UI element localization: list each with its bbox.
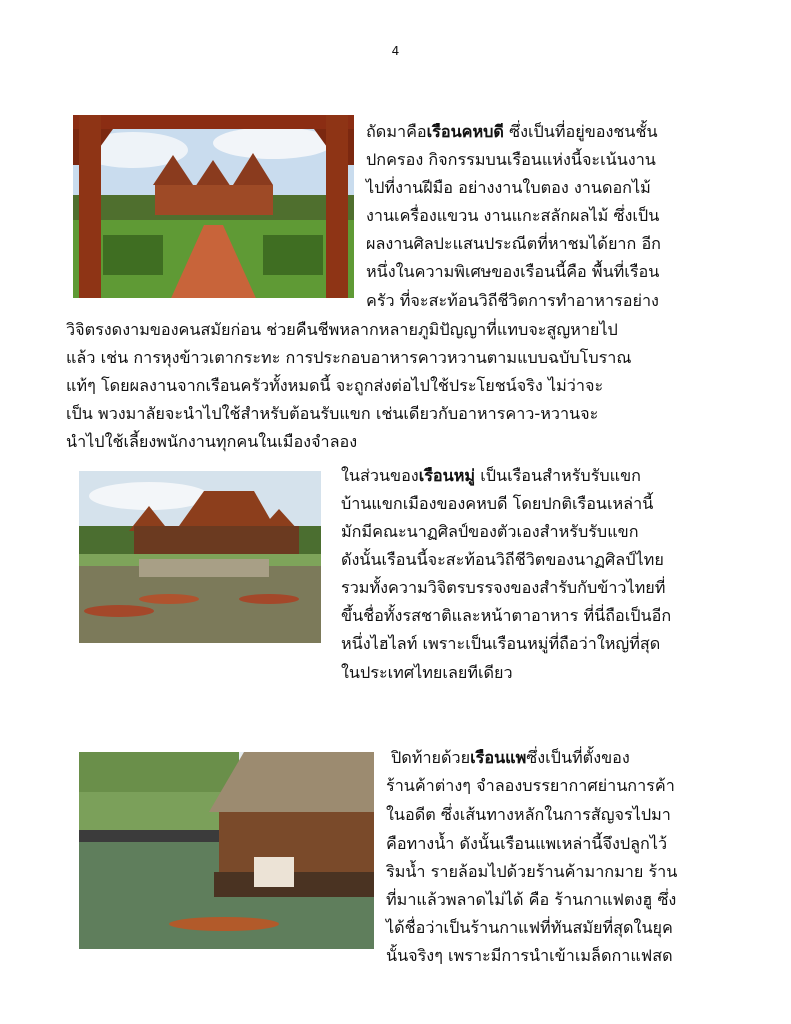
section-2-line-5: รวมทั้งความวิจิตรบรรจงของสำรับกับข้าวไทยที่ <box>341 578 666 597</box>
page-number: 4 <box>391 44 400 58</box>
photo-ruean-mu <box>79 471 321 643</box>
section-1-line-12: นำไปใช้เลี้ยงพนักงานทุกคนในเมืองจำลอง <box>66 432 358 451</box>
section-2-line-3: มักมีคณะนาฏศิลป์ของตัวเองสำหรับรับแขก <box>341 522 639 541</box>
section-1-line-2: ปกครอง กิจกรรมบนเรือนแห่งนี้จะเน้นงาน <box>366 150 656 169</box>
section-1-line-10: แท้ๆ โดยผลงานจากเรือนครัวทั้งหมดนี้ จะถูกส่งต่อไปใช้ประโยชน์จริง ไม่ว่าจะ <box>66 376 604 395</box>
section-3-line-1: ปิดท้ายด้วยเรือนแพซึ่งเป็นที่ตั้งของ <box>391 748 630 767</box>
heading-ruean-mu: เรือนหมู่ <box>418 466 476 485</box>
section-3-line-8: นั้นจริงๆ เพราะมีการนำเข้าเมล็ดกาแฟสด <box>386 946 673 965</box>
section-1-line-5: ผลงานศิลปะแสนประณีตที่หาชมได้ยาก อีก <box>366 234 661 253</box>
heading-khahabodi: เรือนคหบดี <box>426 122 504 141</box>
section-3-line-4: คือทางน้ำ ดังนั้นเรือนแพเหล่านี้จึงปลูกไว้ <box>386 834 668 853</box>
section-3-line-2: ร้านค้าต่างๆ จำลองบรรยากาศย่านการค้า <box>386 776 675 795</box>
section-1-line-11: เป็น พวงมาลัยจะนำไปใช้สำหรับต้อนรับแขก เช่นเดียวกับอาหารคาว-หวานจะ <box>66 404 599 423</box>
section-1-line-8: วิจิตรงดงามของคนสมัยก่อน ช่วยคืนชีพหลากหลายภูมิปัญญาที่แทบจะสูญหายไป <box>66 320 618 339</box>
section-1-line-7: ครัว ที่จะสะท้อนวิถีชีวิตการทำอาหารอย่าง <box>366 291 659 310</box>
photo-khahabodi-house <box>73 115 354 298</box>
section-3-line-5: ริมน้ำ รายล้อมไปด้วยร้านค้ามากมาย ร้าน <box>386 862 678 881</box>
section-2-line-1: ในส่วนของเรือนหมู่ เป็นเรือนสำหรับรับแขก <box>341 466 641 485</box>
section-2-line-2: บ้านแขกเมืองของคหบดี โดยปกติเรือนเหล่านี้ <box>341 494 654 513</box>
section-2-line-6: ขึ้นชื่อทั้งรสชาติและหน้าตาอาหาร ที่นี่ถือเป็นอีก <box>341 606 672 625</box>
section-3-line-3: ในอดีต ซึ่งเส้นทางหลักในการสัญจรไปมา <box>386 805 671 824</box>
section-2-line-8: ในประเทศไทยเลยทีเดียว <box>341 663 513 682</box>
section-1-line-9: แล้ว เช่น การหุงข้าวเตากระทะ การประกอบอาหารคาวหวานตามแบบฉบับโบราณ <box>66 348 632 367</box>
heading-ruean-phae: เรือนแพ <box>470 748 527 767</box>
section-1-line-4: งานเครื่องแขวน งานแกะสลักผลไม้ ซึ่งเป็น <box>366 206 660 225</box>
photo-ruean-phae <box>79 752 374 949</box>
section-1-line-6: หนึ่งในความพิเศษของเรือนนี้คือ พื้นที่เรือน <box>366 262 660 281</box>
section-3-line-6: ที่มาแล้วพลาดไม่ได้ คือ ร้านกาแฟตงฮู ซึ่ง <box>386 890 677 909</box>
section-1-line-1: ถัดมาคือเรือนคหบดี ซึ่งเป็นที่อยู่ของชนชั้น <box>366 122 658 141</box>
section-3-line-7: ได้ชื่อว่าเป็นร้านกาแฟที่ทันสมัยที่สุดในยุค <box>386 918 673 937</box>
section-2-line-7: หนึ่งไฮไลท์ เพราะเป็นเรือนหมู่ที่ถือว่าใหญ่ที่สุด <box>341 634 661 653</box>
section-1-line-3: ไปที่งานฝีมือ อย่างงานใบตอง งานดอกไม้ <box>366 178 651 197</box>
section-2-line-4: ดังนั้นเรือนนี้จะสะท้อนวิถีชีวิตของนาฏศิลป์ไทย <box>341 550 664 569</box>
